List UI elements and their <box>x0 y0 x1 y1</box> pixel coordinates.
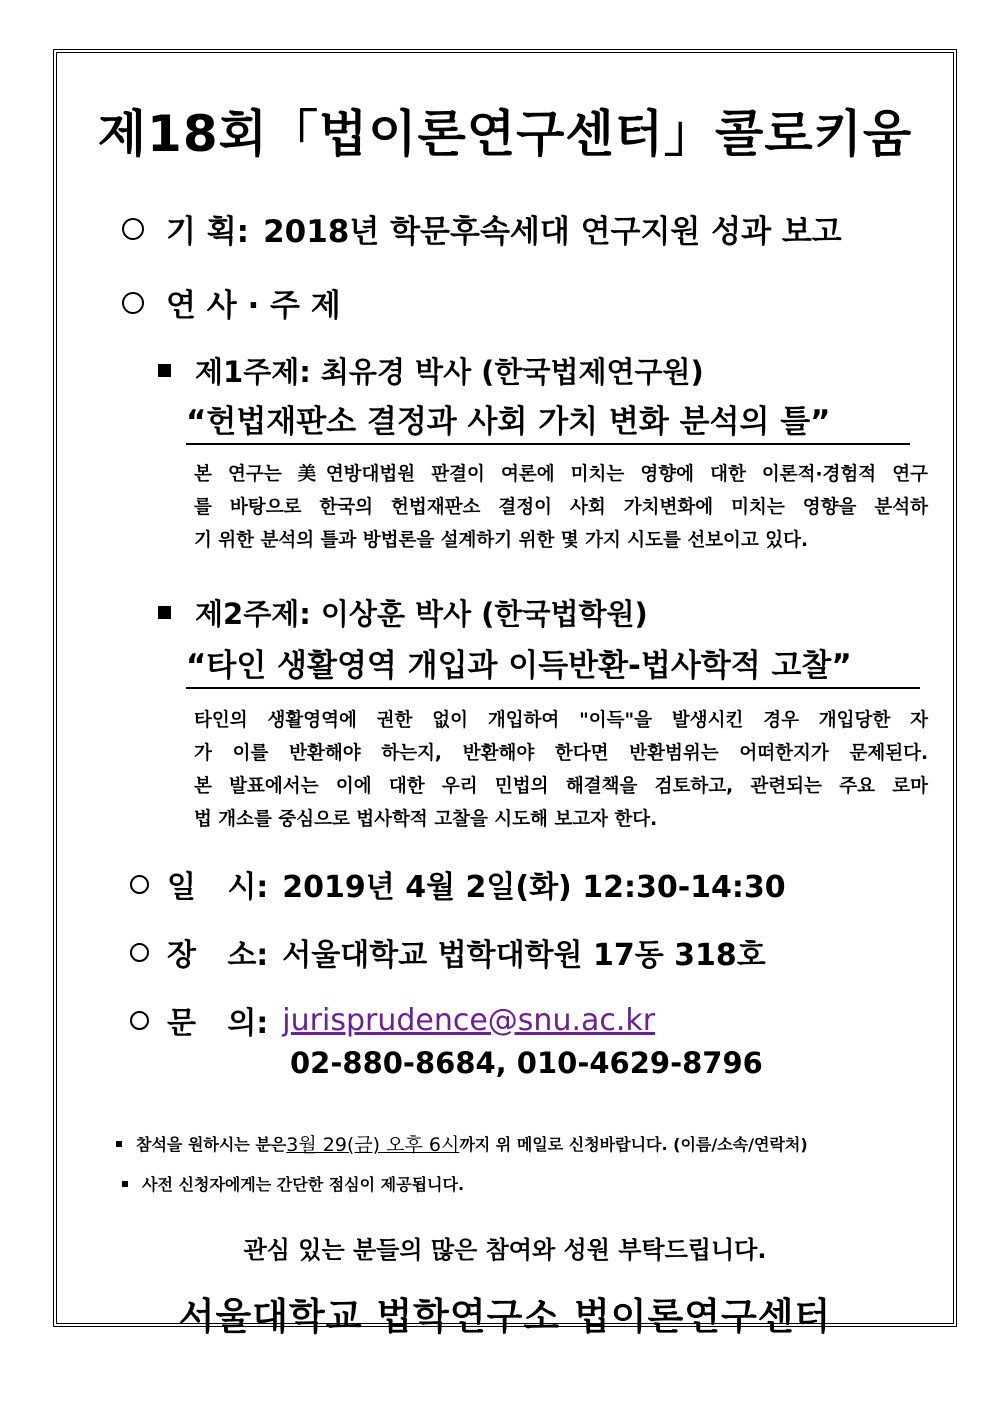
abstract-line: 기 위한 분석의 틀과 방법론을 설계하기 위한 몇 가지 시도를 선보이고 있다. <box>194 530 809 551</box>
abstract-line: 타인의 생활영역에 권한 없이 개입하여 "이득"을 발생시킨 경우 개입당한 자 <box>194 710 928 731</box>
circle-bullet-icon <box>122 218 144 240</box>
note-2-text: 사전 신청자에게는 간단한 점심이 제공됩니다. <box>142 1175 465 1194</box>
contact-label: 문 의: <box>167 1006 269 1041</box>
circle-bullet-icon <box>130 943 149 962</box>
circle-bullet-icon <box>130 1011 149 1030</box>
abstract-line: 를 바탕으로 한국의 헌법재판소 결정이 사회 가치변화에 미치는 영향을 분석하 <box>194 497 928 518</box>
abstract-line: 본 발표에서는 이에 대한 우리 민법의 해결책을 검토하고, 관련되는 주요 로마 <box>194 776 928 797</box>
venue-label: 장 소: <box>167 938 269 973</box>
contact-line <box>130 998 655 1042</box>
topic-2-abstract <box>194 704 928 836</box>
topic-1-title: “헌법재판소 결정과 사회 가치 변화 분석의 틀” <box>186 396 910 445</box>
contact-phones: 02-880-8684, 010-4629-8796 <box>290 1046 763 1080</box>
closing-message: 관심 있는 분들의 많은 참여와 성원 부탁드립니다. <box>243 1236 767 1264</box>
circle-bullet-icon <box>122 292 144 314</box>
square-bullet-icon <box>122 1181 128 1187</box>
note-1-before: 참석을 원하시는 분은 <box>136 1135 287 1154</box>
planning-line <box>122 206 842 251</box>
page-title: 제18회「법이론연구센터」콜로키움 <box>97 105 913 163</box>
venue-line <box>130 930 766 974</box>
schedule-label: 일 시: <box>167 870 269 905</box>
note-1-deadline: 3월 29(금) 오후 6시 <box>286 1134 460 1156</box>
topic-1-header <box>158 350 704 391</box>
speakers-heading: 연 사 · 주 제 <box>166 288 341 324</box>
square-bullet-icon <box>116 1141 122 1147</box>
topic-1-speaker: 제1주제: 최유경 박사 (한국법제연구원) <box>195 355 704 389</box>
note-1-after: 까지 위 메일로 신청바랍니다. (이름/소속/연락처) <box>459 1135 808 1154</box>
planning-value: 2018년 학문후속세대 연구지원 성과 보고 <box>263 214 842 250</box>
topic-2-title: “타인 생활영역 개입과 이득반환-법사학적 고찰” <box>186 640 920 689</box>
note-2 <box>122 1172 464 1195</box>
abstract-line: 가 이를 반환해야 하는지, 반환해야 한다면 반환범위는 어떠한지가 문제된다. <box>194 743 928 764</box>
abstract-line: 본 연구는 美연방대법원 판결이 여론에 미치는 영향에 대한 이론적·경험적 연구 <box>194 464 928 485</box>
schedule-value: 2019년 4월 2일(화) 12:30-14:30 <box>282 870 786 905</box>
topic-1-abstract <box>194 458 928 557</box>
square-bullet-icon <box>158 606 171 619</box>
square-bullet-icon <box>158 364 171 377</box>
speakers-heading-line <box>122 280 341 325</box>
note-1 <box>116 1130 808 1157</box>
schedule-line <box>130 862 786 906</box>
topic-2-speaker: 제2주제: 이상훈 박사 (한국법학원) <box>195 597 648 631</box>
abstract-line: 법 개소를 중심으로 법사학적 고찰을 시도해 보고자 한다. <box>194 809 658 830</box>
contact-email-link[interactable]: jurisprudence@snu.ac.kr <box>282 1002 656 1038</box>
organizer-name: 서울대학교 법학연구소 법이론연구센터 <box>178 1295 832 1338</box>
venue-value: 서울대학교 법학대학원 17동 318호 <box>282 938 766 973</box>
circle-bullet-icon <box>130 875 149 894</box>
planning-label: 기 획: <box>166 214 250 250</box>
topic-2-header <box>158 592 648 633</box>
